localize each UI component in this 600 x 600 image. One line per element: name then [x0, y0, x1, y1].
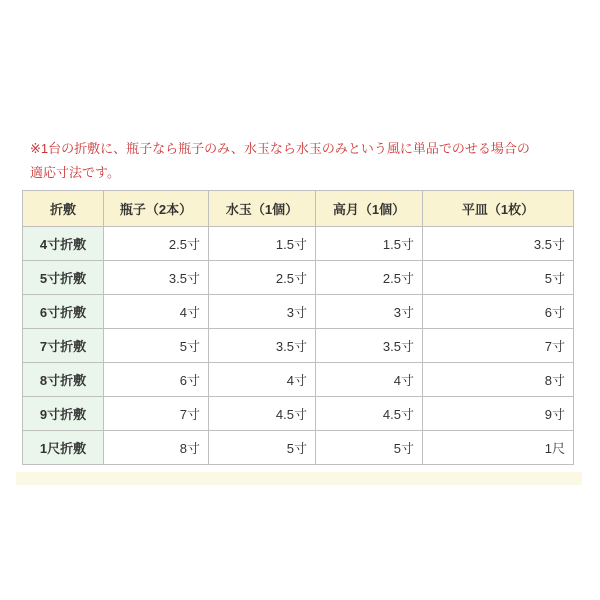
- column-header-oshiki: 折敷: [23, 191, 104, 227]
- column-header-mizutama: 水玉（1個）: [209, 191, 316, 227]
- size-value-cell: 1尺: [423, 431, 574, 465]
- size-value-cell: 4寸: [104, 295, 209, 329]
- row-label: 7寸折敷: [23, 329, 104, 363]
- table-row: [23, 227, 574, 261]
- column-header-heishi: 瓶子（2本）: [104, 191, 209, 227]
- size-value-cell: 5寸: [209, 431, 316, 465]
- size-value-cell: 2.5寸: [104, 227, 209, 261]
- size-value-cell: 4.5寸: [316, 397, 423, 431]
- table-row: [23, 431, 574, 465]
- column-header-hirazara: 平皿（1枚）: [423, 191, 574, 227]
- size-value-cell: 3.5寸: [104, 261, 209, 295]
- size-value-cell: 6寸: [104, 363, 209, 397]
- table-header: [23, 191, 574, 227]
- size-value-cell: 2.5寸: [209, 261, 316, 295]
- size-value-cell: 3寸: [316, 295, 423, 329]
- size-value-cell: 9寸: [423, 397, 574, 431]
- column-header-takatsuki: 高月（1個）: [316, 191, 423, 227]
- header-row: [23, 191, 574, 227]
- table-row: [23, 363, 574, 397]
- size-note: [30, 137, 570, 185]
- size-value-cell: 7寸: [423, 329, 574, 363]
- row-label: 5寸折敷: [23, 261, 104, 295]
- size-chart-table: [22, 190, 574, 465]
- size-value-cell: 3寸: [209, 295, 316, 329]
- size-value-cell: 5寸: [423, 261, 574, 295]
- size-value-cell: 1.5寸: [209, 227, 316, 261]
- size-value-cell: 5寸: [104, 329, 209, 363]
- table-row: [23, 329, 574, 363]
- size-value-cell: 7寸: [104, 397, 209, 431]
- size-table-body: [23, 227, 574, 465]
- size-value-cell: 5寸: [316, 431, 423, 465]
- size-value-cell: 2.5寸: [316, 261, 423, 295]
- size-value-cell: 8寸: [423, 363, 574, 397]
- size-value-cell: 3.5寸: [209, 329, 316, 363]
- row-label: 4寸折敷: [23, 227, 104, 261]
- row-label: 6寸折敷: [23, 295, 104, 329]
- row-label: 1尺折敷: [23, 431, 104, 465]
- size-value-cell: 3.5寸: [316, 329, 423, 363]
- size-value-cell: 8寸: [104, 431, 209, 465]
- table-row: [23, 397, 574, 431]
- size-value-cell: 1.5寸: [316, 227, 423, 261]
- row-label: 8寸折敷: [23, 363, 104, 397]
- size-note-line-1: ※1台の折敷に、瓶子なら瓶子のみ、水玉なら水玉のみという風に単品でのせる場合の: [30, 141, 530, 156]
- size-value-cell: 6寸: [423, 295, 574, 329]
- size-value-cell: 4.5寸: [209, 397, 316, 431]
- table-row: [23, 295, 574, 329]
- size-value-cell: 3.5寸: [423, 227, 574, 261]
- section-divider-band: [16, 472, 582, 485]
- size-note-line-2: 適応寸法です。: [30, 165, 120, 180]
- table-row: [23, 261, 574, 295]
- size-value-cell: 4寸: [316, 363, 423, 397]
- size-value-cell: 4寸: [209, 363, 316, 397]
- row-label: 9寸折敷: [23, 397, 104, 431]
